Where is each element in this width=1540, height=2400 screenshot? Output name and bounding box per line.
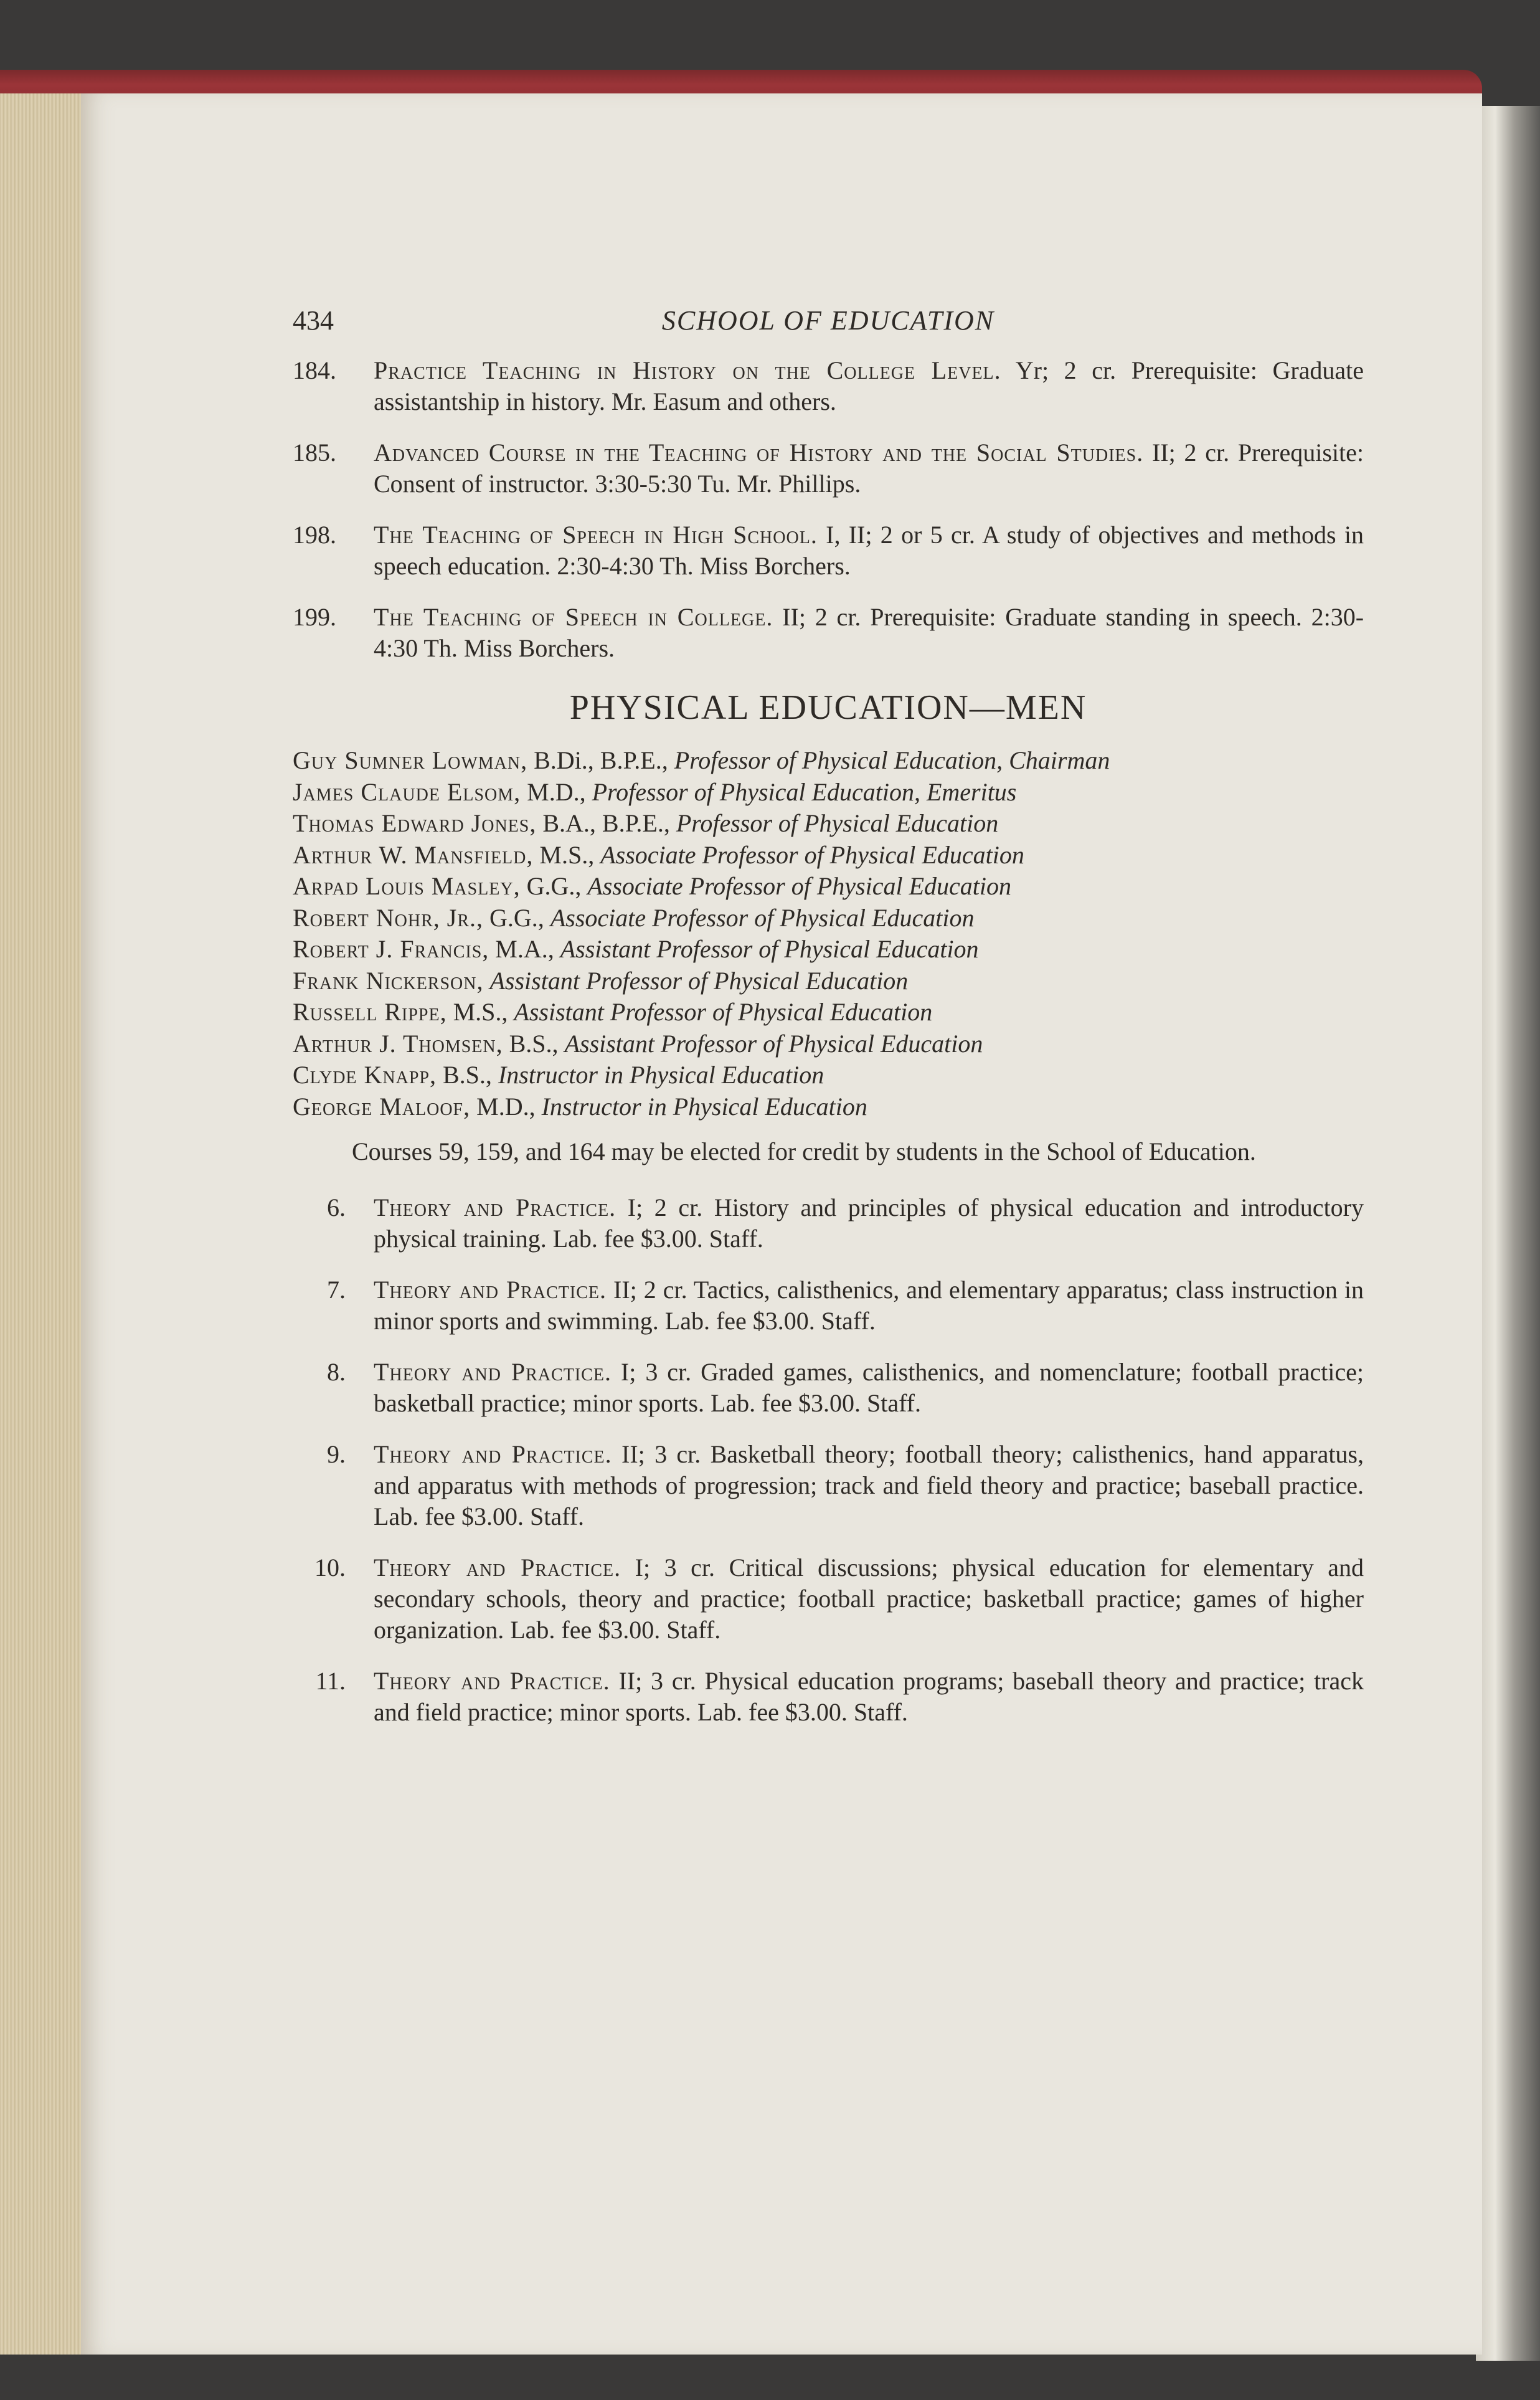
course-description: I, II; 2 or 5 cr. A study of objectives and methods in speech education. 2:30-4:30 Th. Miss Borchers.	[374, 521, 1364, 580]
course-number: 8.	[327, 1358, 346, 1386]
facing-page-edge	[1476, 106, 1540, 2361]
course-title: Theory and Practice.	[374, 1276, 607, 1304]
course-number: 199.	[293, 603, 336, 631]
faculty-name: Guy Sumner Lowman,	[293, 746, 528, 774]
course-entry	[293, 1192, 1364, 1255]
faculty-title: Professor of Physical Education	[676, 809, 999, 837]
page-stack-left	[0, 93, 84, 2355]
faculty-title: Professor of Physical Education, Chairman	[674, 746, 1110, 774]
faculty-title: Associate Professor of Physical Education	[600, 840, 1024, 869]
course-entry	[293, 519, 1364, 582]
faculty-name: Thomas Edward Jones,	[293, 809, 537, 837]
running-head: SCHOOL OF EDUCATION	[661, 305, 995, 336]
faculty-member	[293, 997, 1364, 1028]
faculty-title: Instructor in Physical Education	[498, 1061, 824, 1089]
course-number: 10.	[314, 1553, 346, 1582]
faculty-name: Frank Nickerson,	[293, 966, 484, 995]
course-title: Practice Teaching in History on the College Level.	[374, 356, 1001, 384]
faculty-name: Arpad Louis Masley,	[293, 872, 521, 900]
course-number: 198.	[293, 521, 336, 549]
course-description: I; 2 cr. History and principles of physical education and introductory physical training. Lab. fee $3.00. Staff.	[374, 1193, 1364, 1253]
faculty-degree: B.S.,	[443, 1061, 492, 1089]
page-number: 434	[293, 305, 334, 336]
faculty-degree: B.A., B.P.E.,	[542, 809, 670, 837]
course-entry	[293, 355, 1364, 417]
faculty-member	[293, 808, 1364, 840]
faculty-title: Assistant Professor of Physical Education	[564, 1029, 983, 1058]
course-entry	[293, 602, 1364, 664]
faculty-list	[293, 745, 1364, 1122]
faculty-degree: M.A.,	[495, 935, 554, 963]
course-number: 11.	[315, 1667, 346, 1695]
course-number: 184.	[293, 356, 336, 384]
faculty-title: Associate Professor of Physical Education	[550, 903, 975, 932]
course-description: II; 2 cr. Tactics, calisthenics, and elementary apparatus; class instruction in minor sports and swimming. Lab. fee $3.00. Staff.	[374, 1276, 1364, 1335]
course-entry	[293, 1274, 1364, 1337]
faculty-degree: G.G.,	[489, 903, 544, 932]
faculty-name: Robert Nohr, Jr.,	[293, 903, 484, 932]
faculty-member	[293, 934, 1364, 965]
course-number: 185.	[293, 439, 336, 467]
faculty-degree: G.G.,	[526, 872, 582, 900]
page-content	[293, 305, 1364, 1748]
course-number: 9.	[327, 1440, 346, 1468]
faculty-member	[293, 903, 1364, 934]
course-description: Yr; 2 cr. Prerequisite: Graduate assistantship in history. Mr. Easum and others.	[374, 356, 1364, 415]
faculty-title: Assistant Professor of Physical Education	[514, 998, 933, 1026]
faculty-title: Instructor in Physical Education	[541, 1092, 867, 1121]
faculty-name: Clyde Knapp,	[293, 1061, 437, 1089]
course-number: 7.	[327, 1276, 346, 1304]
faculty-name: Robert J. Francis,	[293, 935, 489, 963]
course-description: I; 3 cr. Graded games, calisthenics, and nomenclature; football practice; basketball practice; minor sports. Lab. fee $3.00. Staff.	[374, 1358, 1364, 1417]
course-title: Theory and Practice.	[374, 1553, 621, 1582]
faculty-name: Russell Rippe,	[293, 998, 447, 1026]
course-description: II; 3 cr. Physical education programs; baseball theory and practice; track and field practice; minor sports. Lab. fee $3.00. Staff.	[374, 1667, 1364, 1726]
page-header	[293, 305, 1364, 355]
section-title: PHYSICAL EDUCATION—MEN	[569, 688, 1087, 727]
faculty-title: Professor of Physical Education, Emeritus	[592, 777, 1017, 806]
course-title: Theory and Practice.	[374, 1667, 610, 1695]
faculty-title: Assistant Professor of Physical Education	[560, 935, 979, 963]
course-number: 6.	[327, 1193, 346, 1221]
faculty-member	[293, 840, 1364, 871]
faculty-degree: M.D.,	[476, 1092, 536, 1121]
faculty-name: George Maloof,	[293, 1092, 471, 1121]
course-description: I; 3 cr. Critical discussions; physical education for elementary and secondary schools, theory and practice; football practice; basketball practice; games of higher organization. Lab. fee $3.00. Staff.	[374, 1553, 1364, 1644]
course-description: II; 2 cr. Prerequisite: Consent of instructor. 3:30-5:30 Tu. Mr. Phillips.	[374, 439, 1364, 498]
faculty-member	[293, 1091, 1364, 1123]
course-title: Advanced Course in the Teaching of History and the Social Studies.	[374, 439, 1144, 467]
course-entry	[293, 437, 1364, 500]
course-entry	[293, 1357, 1364, 1419]
course-title: The Teaching of Speech in High School.	[374, 521, 818, 549]
faculty-member	[293, 965, 1364, 997]
faculty-degree: B.S.,	[509, 1029, 559, 1058]
faculty-name: Arthur J. Thomsen,	[293, 1029, 503, 1058]
faculty-degree: M.D.,	[527, 777, 586, 806]
faculty-title: Assistant Professor of Physical Education	[489, 966, 909, 995]
faculty-name: James Claude Elsom,	[293, 777, 521, 806]
faculty-degree: M.S.,	[453, 998, 508, 1026]
course-title: The Teaching of Speech in College.	[374, 603, 773, 631]
faculty-member	[293, 1060, 1364, 1091]
faculty-member	[293, 1028, 1364, 1060]
course-description: II; 2 cr. Prerequisite: Graduate standing in speech. 2:30-4:30 Th. Miss Borchers.	[374, 603, 1364, 662]
course-title: Theory and Practice.	[374, 1440, 612, 1468]
faculty-member	[293, 745, 1364, 777]
course-entry	[293, 1666, 1364, 1728]
course-title: Theory and Practice.	[374, 1358, 612, 1386]
faculty-member	[293, 777, 1364, 809]
course-entry	[293, 1439, 1364, 1532]
course-description: II; 3 cr. Basketball theory; football theory; calisthenics, hand apparatus, and apparatus with methods of progression; track and field theory and practice; baseball practice. Lab. fee $3.00. Staff.	[374, 1440, 1364, 1530]
course-title: Theory and Practice.	[374, 1193, 616, 1221]
faculty-degree: B.Di., B.P.E.,	[534, 746, 668, 774]
credit-note: Courses 59, 159, and 164 may be elected for credit by students in the School of Education.	[352, 1137, 1256, 1165]
faculty-title: Associate Professor of Physical Education	[587, 872, 1012, 900]
faculty-member	[293, 871, 1364, 903]
faculty-degree: M.S.,	[539, 840, 595, 869]
faculty-name: Arthur W. Mansfield,	[293, 840, 534, 869]
course-entry	[293, 1552, 1364, 1646]
